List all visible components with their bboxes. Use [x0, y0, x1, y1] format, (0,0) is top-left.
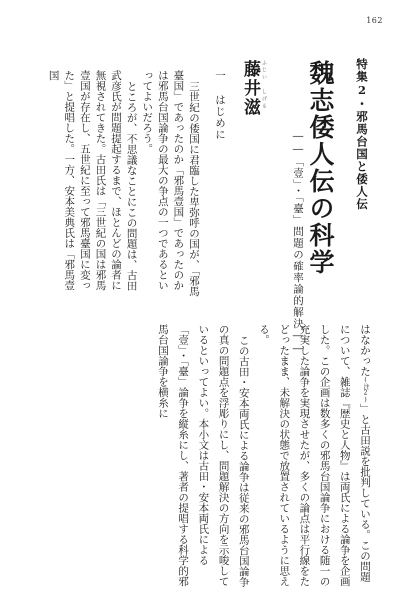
section-heading: 一 はじめに: [214, 70, 226, 141]
author-reading: ふじい しげる: [261, 60, 267, 110]
body-text-upper: [11, 70, 201, 298]
footnote-marker: (注2): [362, 376, 369, 404]
paragraph-text: はなかった: [359, 324, 371, 377]
section-tag: 特集2・邪馬台国と倭人伝: [355, 58, 369, 211]
paragraph: [153, 324, 254, 588]
paragraph: 三世紀の倭国に君臨した卑弥呼の国が、「邪馬臺国」であったのか「邪馬壹国」であったのかは邪馬台国論争の最大の争点の一つであるといってよいだろう。: [141, 70, 200, 296]
article-subtitle: ――「壹」・「臺」問題の確率論的解決――: [292, 130, 304, 356]
paragraph-text: 」と古田説を批判している。この問題について、雑誌『歴史と人物』は両氏による論争を企画した。この企画は数多くの邪馬台国論争における随一の充実した論争を実現させたが、多くの論点は平行線をたどったまま、未解決の状態で放置されているように思える。: [257, 324, 371, 587]
article-title: 魏志倭人伝の科学: [306, 60, 335, 276]
paragraph: [254, 324, 375, 588]
paragraph: ところが、不思議なことにこの問題は、古田武彦氏が問題提起するまで、ほとんどの論者に無視されてきた。古田氏は「三世紀の国は邪馬壹国が存在し、五世紀に至って邪馬臺国に変った」と提唱した。一方、安本美典氏は「邪馬壹国: [47, 70, 138, 291]
paragraph-text: この古田・安本両氏による論争は従来の邪馬台国論争の真の問題点を浮彫りにし、問題解決の方向を示唆しているといってよい。本小文は古田・安本両氏による「壹」・「臺」論争を縦糸にし、著者の提唱する科学的邪馬台国論争を横糸に: [156, 324, 250, 587]
author-name: 藤井滋: [240, 60, 260, 117]
body-text-lower: [10, 324, 375, 588]
page-number: 162: [366, 16, 383, 25]
